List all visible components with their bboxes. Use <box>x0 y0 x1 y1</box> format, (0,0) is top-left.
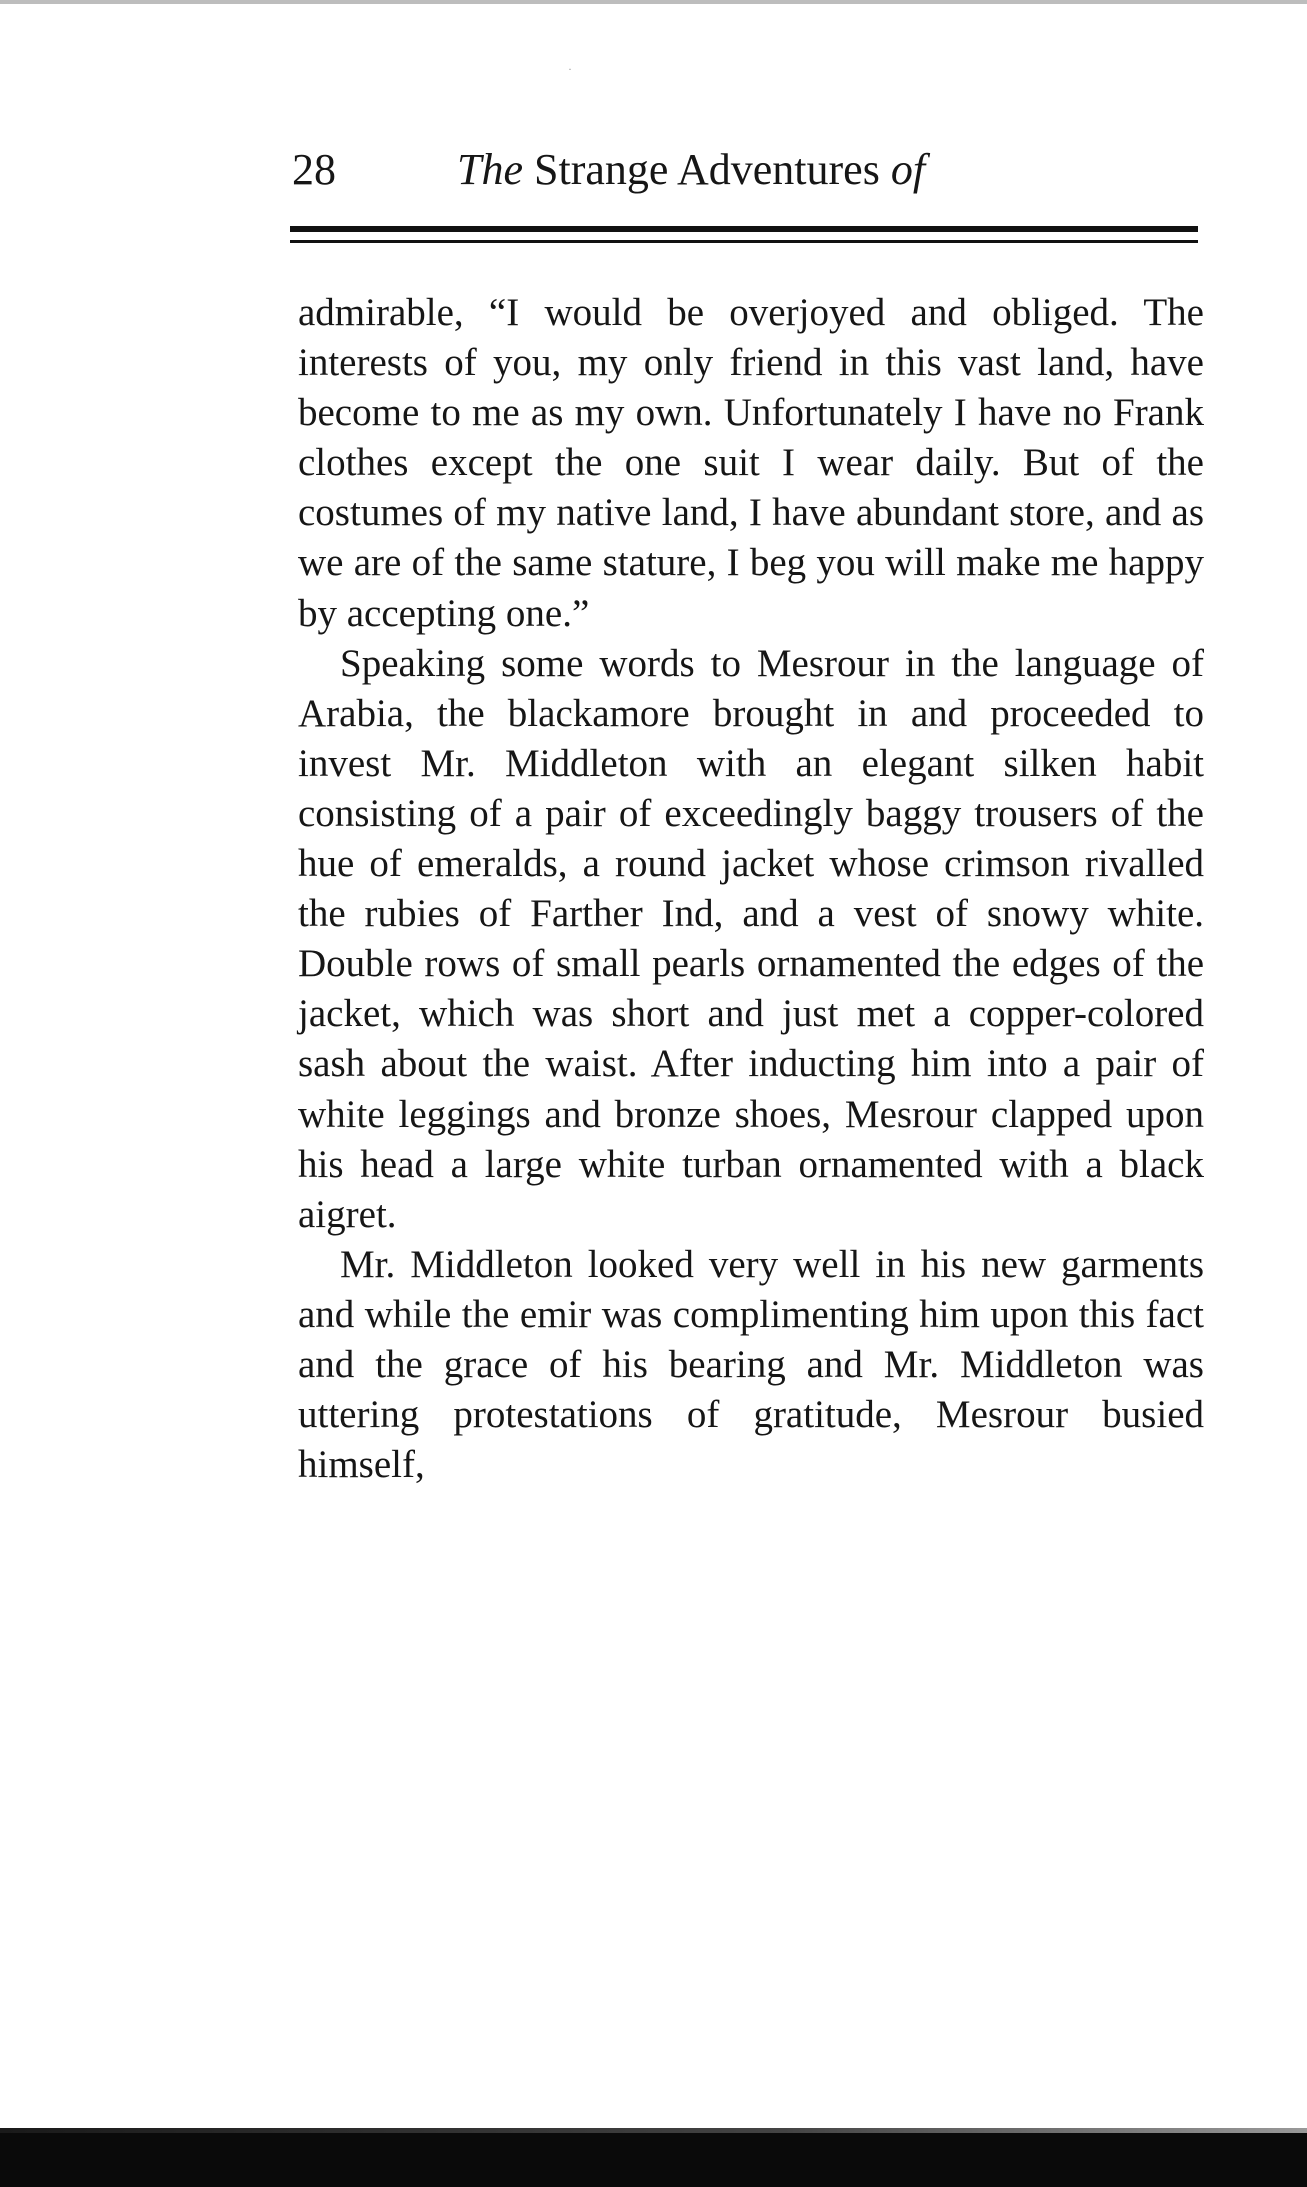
running-title-main: Strange Adventures <box>534 145 880 194</box>
body-text <box>298 288 1204 1490</box>
paragraph: Mr. Middleton looked very well in his new garments and while the emir was complimenting him upon this fact and the grace of his bearing and Mr. Middleton was uttering protestations of gratitude, Mesrour busied himself, <box>298 1242 1204 1487</box>
running-title <box>457 140 925 200</box>
paragraph: Speaking some words to Mesrour in the language of Arabia, the blackamore brought in and proceeded to invest Mr. Middleton with an elegant silken habit consisting of a pair of exceedingly baggy trousers of the hue of emeralds, a round jacket whose crimson rivalled the rubies of Farther Ind, and a vest of snowy white. Double rows of small pearls ornamented the edges of the jacket, which was short and just met a copper-colored sash about the waist. After inducting him into a pair of white leggings and bronze shoes, Mesrour clapped upon his head a large white turban ornamented with a black aigret. <box>298 641 1204 1236</box>
scan-speck-mark: · <box>568 62 572 76</box>
header-rule-thick <box>290 226 1198 232</box>
running-head <box>292 140 1192 200</box>
header-rule-thin <box>290 240 1198 243</box>
scan-bottom-edge <box>0 2133 1307 2187</box>
page-number: 28 <box>292 145 336 194</box>
scan-top-edge <box>0 0 1307 4</box>
running-title-suffix: of <box>890 145 926 194</box>
paragraph-continued: admirable, “I would be overjoyed and obliged. The interests of you, my only friend in this vast land, have become to me as my own. Unfortunately I have no Frank clothes except the one suit I wear daily. But of the costumes of my native land, I have abundant store, and as we are of the same stature, I beg you will make me happy by accepting one.” <box>298 291 1204 635</box>
running-title-prefix: The <box>457 145 523 194</box>
